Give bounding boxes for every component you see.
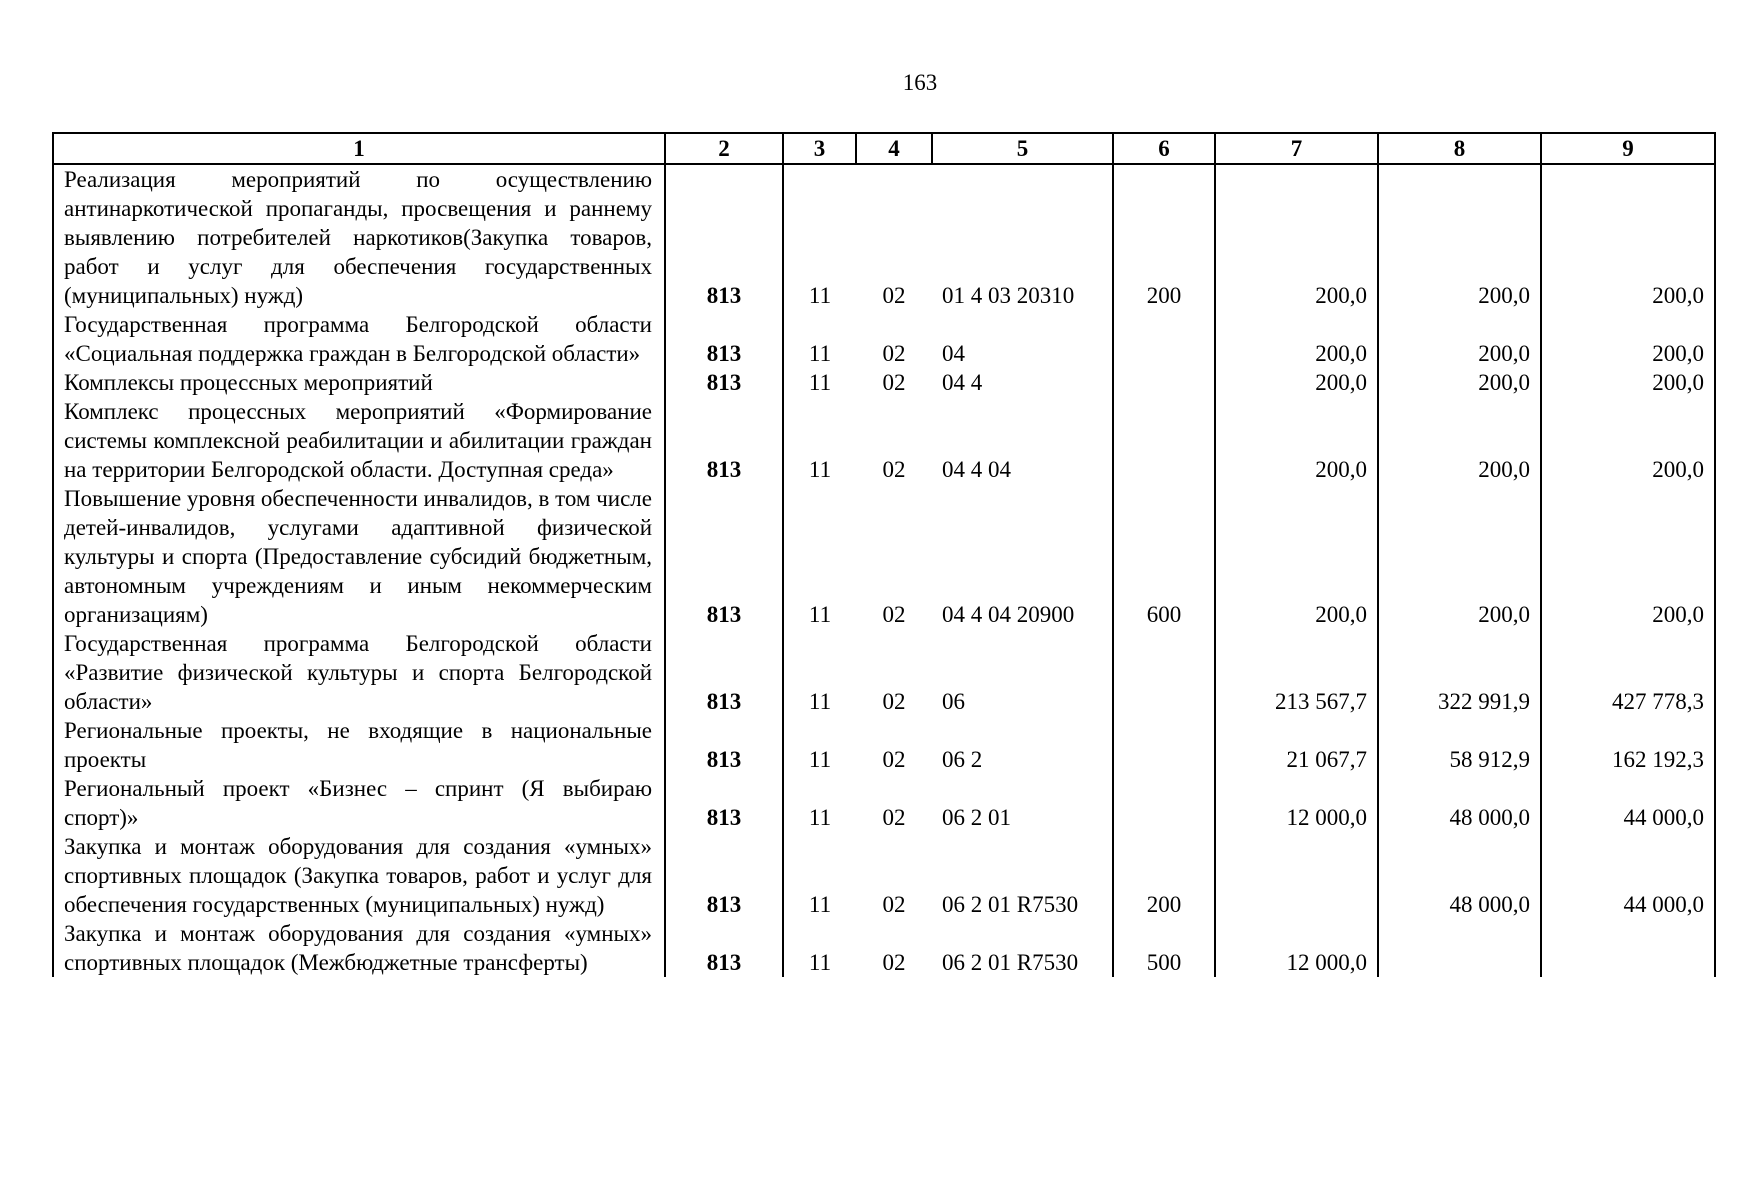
row-expense-type bbox=[1113, 397, 1215, 484]
table-row bbox=[53, 919, 1715, 977]
row-target-article: 06 2 01 R7530 bbox=[932, 919, 1113, 977]
row-ministry-code: 813 bbox=[665, 368, 783, 397]
table-row bbox=[53, 310, 1715, 368]
row-target-article: 04 bbox=[932, 310, 1113, 368]
row-amount-col7: 200,0 bbox=[1215, 484, 1378, 629]
header-col-6: 6 bbox=[1113, 133, 1215, 164]
row-amount-col7: 200,0 bbox=[1215, 310, 1378, 368]
row-amount-col7: 200,0 bbox=[1215, 164, 1378, 310]
header-col-7: 7 bbox=[1215, 133, 1378, 164]
row-expense-type bbox=[1113, 310, 1215, 368]
row-amount-col7: 21 067,7 bbox=[1215, 716, 1378, 774]
row-amount-col9: 200,0 bbox=[1541, 484, 1715, 629]
row-subsection: 02 bbox=[882, 457, 906, 482]
row-amount-col9: 427 778,3 bbox=[1541, 629, 1715, 716]
row-amount-col8: 200,0 bbox=[1378, 397, 1541, 484]
row-expense-type: 200 bbox=[1113, 164, 1215, 310]
row-amount-col7: 200,0 bbox=[1215, 368, 1378, 397]
row-ministry-code: 813 bbox=[665, 164, 783, 310]
row-ministry-code: 813 bbox=[665, 484, 783, 629]
row-section: 11 bbox=[808, 747, 832, 772]
table-row bbox=[53, 716, 1715, 774]
row-description: Закупка и монтаж оборудования для создания «умных» спортивных площадок (Закупка товаров, работ и услуг для обеспечения государственных (муниципальных) нужд) bbox=[53, 832, 665, 919]
row-section: 11 bbox=[808, 283, 832, 308]
header-col-9: 9 bbox=[1541, 133, 1715, 164]
row-ministry-code: 813 bbox=[665, 629, 783, 716]
header-col-4: 4 bbox=[856, 133, 932, 164]
row-expense-type bbox=[1113, 774, 1215, 832]
row-subsection: 02 bbox=[882, 892, 906, 917]
row-section: 11 bbox=[808, 457, 832, 482]
row-section: 11 bbox=[808, 689, 832, 714]
row-amount-col9: 200,0 bbox=[1541, 397, 1715, 484]
row-expense-type bbox=[1113, 716, 1215, 774]
row-amount-col8: 200,0 bbox=[1378, 484, 1541, 629]
row-amount-col7: 213 567,7 bbox=[1215, 629, 1378, 716]
budget-table-container bbox=[52, 132, 1714, 977]
row-expense-type: 200 bbox=[1113, 832, 1215, 919]
header-col-8: 8 bbox=[1378, 133, 1541, 164]
row-amount-col9: 44 000,0 bbox=[1541, 774, 1715, 832]
table-row bbox=[53, 832, 1715, 919]
header-col-5: 5 bbox=[932, 133, 1113, 164]
table-row bbox=[53, 484, 1715, 629]
row-amount-col8: 200,0 bbox=[1378, 164, 1541, 310]
table-row bbox=[53, 164, 1715, 310]
row-amount-col7: 12 000,0 bbox=[1215, 774, 1378, 832]
row-subsection: 02 bbox=[882, 689, 906, 714]
row-target-article: 06 2 bbox=[932, 716, 1113, 774]
row-amount-col7 bbox=[1215, 832, 1378, 919]
row-amount-col9: 200,0 bbox=[1541, 164, 1715, 310]
row-expense-type: 600 bbox=[1113, 484, 1215, 629]
row-target-article: 04 4 04 bbox=[932, 397, 1113, 484]
row-description: Закупка и монтаж оборудования для создания «умных» спортивных площадок (Межбюджетные трансферты) bbox=[53, 919, 665, 977]
row-subsection: 02 bbox=[882, 950, 906, 975]
row-amount-col7: 12 000,0 bbox=[1215, 919, 1378, 977]
row-amount-col8: 48 000,0 bbox=[1378, 774, 1541, 832]
row-subsection: 02 bbox=[882, 602, 906, 627]
row-ministry-code: 813 bbox=[665, 919, 783, 977]
row-section: 11 bbox=[808, 341, 832, 366]
row-ministry-code: 813 bbox=[665, 716, 783, 774]
budget-table bbox=[52, 132, 1716, 977]
header-col-1: 1 bbox=[53, 133, 665, 164]
row-expense-type bbox=[1113, 629, 1215, 716]
row-amount-col8: 48 000,0 bbox=[1378, 832, 1541, 919]
row-section: 11 bbox=[808, 950, 832, 975]
table-row bbox=[53, 629, 1715, 716]
row-amount-col7: 200,0 bbox=[1215, 397, 1378, 484]
row-description: Региональный проект «Бизнес – спринт (Я выбираю спорт)» bbox=[53, 774, 665, 832]
header-row bbox=[53, 133, 1715, 164]
table-row bbox=[53, 397, 1715, 484]
table-row bbox=[53, 774, 1715, 832]
row-subsection: 02 bbox=[882, 805, 906, 830]
row-amount-col8: 58 912,9 bbox=[1378, 716, 1541, 774]
row-amount-col9: 200,0 bbox=[1541, 310, 1715, 368]
row-amount-col9 bbox=[1541, 919, 1715, 977]
row-section: 11 bbox=[808, 805, 832, 830]
header-col-3: 3 bbox=[783, 133, 856, 164]
row-ministry-code: 813 bbox=[665, 310, 783, 368]
page-number: 163 bbox=[902, 70, 938, 95]
row-ministry-code: 813 bbox=[665, 832, 783, 919]
row-description: Комплексы процессных мероприятий bbox=[53, 368, 665, 397]
row-amount-col8: 322 991,9 bbox=[1378, 629, 1541, 716]
row-target-article: 04 4 04 20900 bbox=[932, 484, 1113, 629]
row-amount-col9: 200,0 bbox=[1541, 368, 1715, 397]
row-amount-col9: 162 192,3 bbox=[1541, 716, 1715, 774]
row-ministry-code: 813 bbox=[665, 397, 783, 484]
row-expense-type: 500 bbox=[1113, 919, 1215, 977]
row-target-article: 01 4 03 20310 bbox=[932, 164, 1113, 310]
row-subsection: 02 bbox=[882, 370, 906, 395]
header-col-2: 2 bbox=[665, 133, 783, 164]
row-description: Комплекс процессных мероприятий «Формирование системы комплексной реабилитации и абилитации граждан на территории Белгородской области. Доступная среда» bbox=[53, 397, 665, 484]
row-amount-col8 bbox=[1378, 919, 1541, 977]
row-subsection: 02 bbox=[882, 283, 906, 308]
row-ministry-code: 813 bbox=[665, 774, 783, 832]
row-target-article: 06 bbox=[932, 629, 1113, 716]
row-target-article: 06 2 01 bbox=[932, 774, 1113, 832]
table-row bbox=[53, 368, 1715, 397]
row-subsection: 02 bbox=[882, 341, 906, 366]
row-amount-col8: 200,0 bbox=[1378, 368, 1541, 397]
row-description: Государственная программа Белгородской области «Социальная поддержка граждан в Белгородской области» bbox=[53, 310, 665, 368]
row-description: Государственная программа Белгородской области «Развитие физической культуры и спорта Белгородской области» bbox=[53, 629, 665, 716]
row-description: Реализация мероприятий по осуществлению антинаркотической пропаганды, просвещения и раннему выявлению потребителей наркотиков(Закупка товаров, работ и услуг для обеспечения государственных (муниципальных) нужд) bbox=[53, 164, 665, 310]
row-section: 11 bbox=[808, 370, 832, 395]
row-expense-type bbox=[1113, 368, 1215, 397]
row-section: 11 bbox=[808, 892, 832, 917]
row-amount-col9: 44 000,0 bbox=[1541, 832, 1715, 919]
row-target-article: 04 4 bbox=[932, 368, 1113, 397]
row-subsection: 02 bbox=[882, 747, 906, 772]
row-target-article: 06 2 01 R7530 bbox=[932, 832, 1113, 919]
row-amount-col8: 200,0 bbox=[1378, 310, 1541, 368]
row-section: 11 bbox=[808, 602, 832, 627]
row-description: Повышение уровня обеспеченности инвалидов, в том числе детей-инвалидов, услугами адаптивной физической культуры и спорта (Предоставление субсидий бюджетным, автономным учреждениям и иным некоммерческим организациям) bbox=[53, 484, 665, 629]
row-description: Региональные проекты, не входящие в национальные проекты bbox=[53, 716, 665, 774]
